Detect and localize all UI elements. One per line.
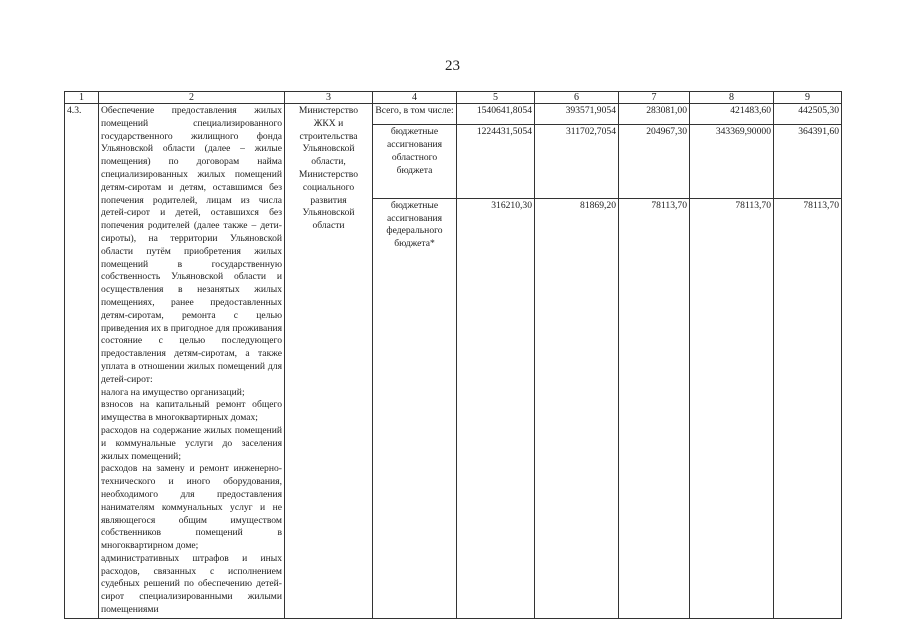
program-table-container	[64, 91, 841, 619]
column-number: 6	[535, 92, 619, 104]
expense-item: взносов на капитальный ремонт общего имущества в многоквартирных домах;	[101, 399, 282, 424]
expense-item: расходов на замену и ремонт инженерно-технического и иного оборудования, необходимого для предоставления нанимателям коммунальных услуг и не являющегося общим имуществом собственников помещений в многоквартирном доме;	[101, 463, 282, 552]
amount-value: 204967,30	[619, 125, 690, 198]
column-number-row	[65, 92, 842, 104]
measure-description: Обеспечение предоставления жилых помещений специализированного государственного жилищного фонда Ульяновской области (далее – жилые помещения) по договорам найма специализированных жилых помещений детям-сиротам и детям, оставшимся без попечения родителей, лицам из числа детей-сирот и детей, оставшихся без попечения родителей (далее также – дети-сироты), на территории Ульяновской области путём приобретения жилых помещений в государственную собственность Ульяновской области и осуществления в незанятых жилых помещениях, ранее предоставленных детям-сиротам, ремонта с целью приведения их в пригодное для проживания состояние с целью последующего предоставления детям-сиротам, а также уплата в отношении жилых помещений для детей-сирот:	[101, 105, 282, 385]
amount-value: 421483,60	[690, 104, 774, 125]
column-number: 8	[690, 92, 774, 104]
column-number: 4	[373, 92, 457, 104]
row-index: 4.3.	[65, 104, 99, 619]
program-table	[64, 91, 842, 619]
funding-source-label: Всего, в том числе:	[373, 104, 457, 125]
column-number: 5	[457, 92, 535, 104]
expense-item: расходов на содержание жилых помещений и коммунальные услуги до заселения жилых помещений;	[101, 424, 282, 462]
amount-value: 283081,00	[619, 104, 690, 125]
executor-cell: Министерство ЖКХ и строительства Ульяновской области, Министерство социального развития Ульяновской области	[285, 104, 373, 619]
column-number: 2	[99, 92, 285, 104]
amount-value: 393571,9054	[535, 104, 619, 125]
amount-value: 442505,30	[774, 104, 842, 125]
amount-value: 78113,70	[690, 198, 774, 618]
column-number: 3	[285, 92, 373, 104]
funding-source-label: бюджетные ассигнования областного бюджета	[373, 125, 457, 198]
column-number: 9	[774, 92, 842, 104]
amount-value: 343369,90000	[690, 125, 774, 198]
amount-value: 81869,20	[535, 198, 619, 618]
amount-value: 1540641,8054	[457, 104, 535, 125]
amount-value: 316210,30	[457, 198, 535, 618]
page-number: 23	[445, 58, 460, 74]
amount-value: 78113,70	[774, 198, 842, 618]
expense-item: административных штрафов и иных расходов, связанных с исполнением судебных решений по обеспечению детей-сирот специализированными жилыми помещениями	[101, 552, 282, 616]
amount-value: 78113,70	[619, 198, 690, 618]
column-number: 7	[619, 92, 690, 104]
table-row	[65, 104, 842, 125]
expense-item: налога на имущество организаций;	[101, 386, 245, 398]
amount-value: 364391,60	[774, 125, 842, 198]
amount-value: 311702,7054	[535, 125, 619, 198]
amount-value: 1224431,5054	[457, 125, 535, 198]
funding-source-label: бюджетные ассигнования федерального бюджета*	[373, 198, 457, 618]
measure-description-cell	[99, 104, 285, 619]
column-number: 1	[65, 92, 99, 104]
